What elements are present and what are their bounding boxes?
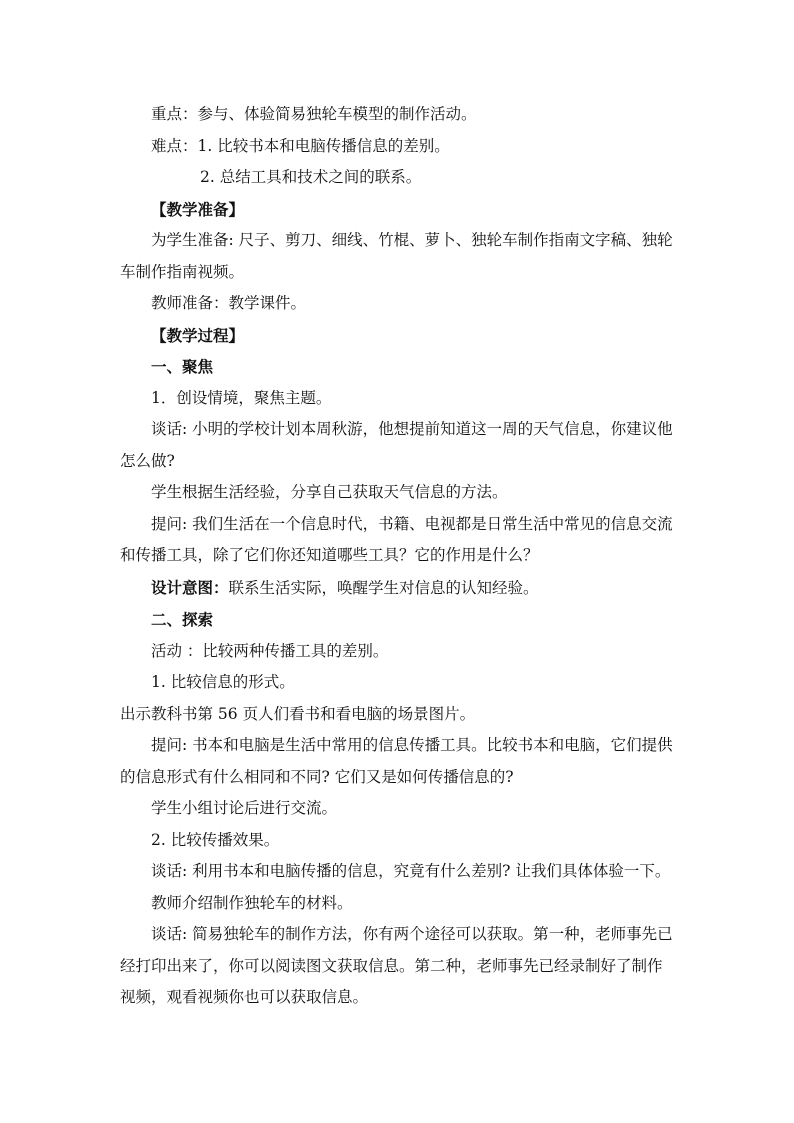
step-2-effect: 2. 比较传播效果。 bbox=[151, 830, 280, 849]
group-discussion: 学生小组讨论后进行交流。 bbox=[151, 799, 338, 817]
section-heading-preparation: 【教学准备】 bbox=[151, 199, 245, 219]
students-share: 学生根据生活经验，分享自己获取天气信息的方法。 bbox=[151, 483, 508, 501]
subheading-focus: 一、聚焦 bbox=[151, 357, 214, 376]
student-preparation: 为学生准备: 尺子、剪刀、细线、竹棍、萝卜、独轮车制作指南文字稿、独轮车制作指南视频。 bbox=[120, 231, 673, 281]
document-body bbox=[120, 99, 676, 1014]
step-1-form: 1. 比较信息的形式。 bbox=[151, 673, 295, 691]
talk-weather: 谈话: 小明的学校计划本周秋游，他想提前知道这一周的天气信息，你建议他怎么做? bbox=[120, 420, 673, 470]
teacher-preparation: 教师准备：教学课件。 bbox=[151, 294, 307, 312]
step-1-situation: 1．创设情境，聚焦主题。 bbox=[151, 388, 332, 407]
teacher-introduces-materials: 教师介绍制作独轮车的材料。 bbox=[151, 893, 353, 912]
question-books-computers: 提问: 书本和电脑是生活中常用的信息传播工具。比较书本和电脑，它们提供的信息形式有什么相同和不同? 它们又是如何传播信息的? bbox=[120, 736, 673, 786]
design-intent-label: 设计意图： bbox=[151, 577, 229, 597]
section-heading-process: 【教学过程】 bbox=[151, 325, 245, 345]
question-tools: 提问: 我们生活在一个信息时代，书籍、电视都是日常生活中常见的信息交流和传播工具，除了它们你还知道哪些工具？它的作用是什么？ bbox=[120, 514, 673, 564]
design-intent-1 bbox=[120, 572, 676, 605]
design-intent-text: 联系生活实际，唤醒学生对信息的认知经验。 bbox=[228, 578, 539, 597]
talk-two-ways: 谈话: 简易独轮车的制作方法，你有两个途径可以获取。第一种，老师事先已经打印出来了，你可以阅读图文获取信息。第二种，老师事先已经录制好了制作视频，观看视频你也可以获取信息。 bbox=[120, 925, 673, 1006]
difficulty-line-2: 2. 总结工具和技术之间的联系。 bbox=[200, 168, 422, 186]
key-point-line: 重点：参与、体验简易独轮车模型的制作活动。 bbox=[151, 105, 477, 123]
talk-difference: 谈话: 利用书本和电脑传播的信息，究竟有什么差别? 让我们具体体验一下。 bbox=[151, 862, 671, 880]
difficulty-line-1: 难点：1. 比较书本和电脑传播信息的差别。 bbox=[151, 136, 450, 155]
show-textbook-image: 出示教科书第 56 页人们看书和看电脑的场景图片。 bbox=[120, 704, 476, 723]
subheading-explore: 二、探索 bbox=[151, 610, 214, 629]
activity-compare: 活动 ：比较两种传播工具的差别。 bbox=[151, 641, 389, 660]
